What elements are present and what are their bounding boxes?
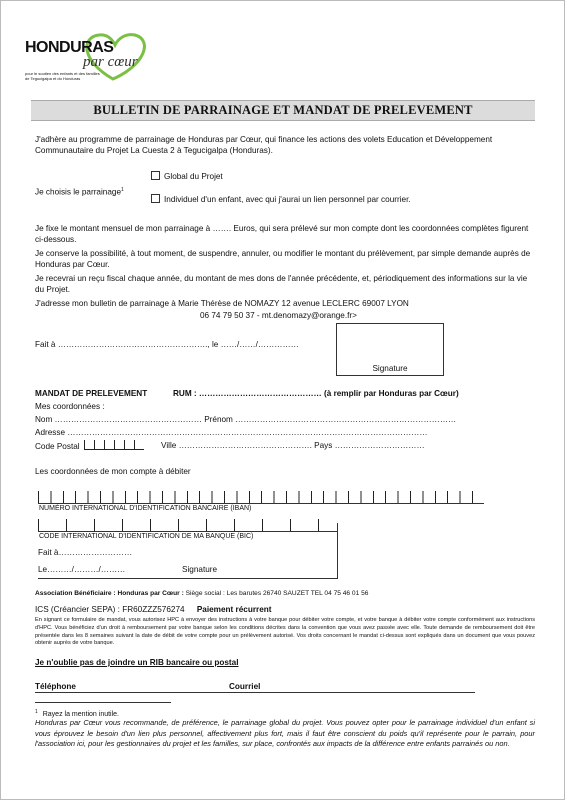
mandat-date-field[interactable]: Le………/………/……… (38, 565, 126, 574)
footnote-note: Honduras par Cœur vous recommande, de préférence, le parrainage global du projet. Vous pouvez opter pour le parrainage individuel d'un enfant si vous éprouvez le besoin d'un lien plus personnel, affectivement plus fort, mais il faut être conscient du poids qu'il représente pour le parrain, pour l'association ici, pour les gestionnaires du projet et les familles, sur place, confrontés aux impacts de la différence entre enfants parrainés ou non. (35, 718, 535, 748)
courriel-label: Courriel (229, 682, 261, 691)
address-line: J'adresse mon bulletin de parrainage à Marie Thérèse de NOMAZY 12 avenue LECLERC 69007 LYON (35, 299, 409, 308)
contact-line: 06 74 79 50 37 - mt.denomazy@orange.fr> (200, 311, 357, 320)
signature-label: Signature (372, 364, 408, 373)
checkbox-individual[interactable] (151, 194, 160, 203)
amount-paragraph: Je fixe le montant mensuel de mon parrainage à ……. Euros, qui sera prélevé sur mon compte dont les coordonnées complètes figurent ci-dessous. (35, 224, 529, 244)
intro-paragraph: J'adhère au programme de parrainage de Honduras par Cœur, qui finance les actions des volets Education et Développement Communautaire du Projet La Cuesta 2 à Tegucigalpa (Honduras). (35, 135, 493, 155)
logo-tagline: pour le soutien des enfants et des familles de Tegucigalpa et du Honduras (25, 71, 100, 81)
account-label: Les coordonnées de mon compte à débiter (35, 467, 191, 476)
rib-reminder: Je n'oublie pas de joindre un RIB bancaire ou postal (35, 658, 239, 667)
contact-underline (35, 692, 475, 693)
suspend-paragraph: Je conserve la possibilité, à tout moment, de suspendre, annuler, ou modifier le montant du prélèvement, par simple demande auprès de Honduras par Cœur. (35, 249, 531, 269)
option-global[interactable]: Global du Projet (151, 171, 223, 182)
iban-label: NUMÉRO INTERNATIONAL D'IDENTIFICATION BANCAIRE (IBAN) (39, 505, 252, 512)
bic-label: CODE INTERNATIONAL D'IDENTIFICATION DE MA BANQUE (BIC) (39, 533, 254, 540)
signature-box[interactable] (336, 323, 444, 376)
honduras-par-coeur-logo (21, 27, 156, 89)
nom-prenom-field[interactable]: Nom ……………………………………………… Prénom ……………………………………………………………………… (35, 415, 457, 424)
title-banner (31, 100, 535, 121)
rum-field: RUM : ……………………………………… (à remplir par Honduras par Cœur) (173, 389, 459, 398)
option-individual[interactable]: Individuel d'un enfant, avec qui j'aurai un lien personnel par courrier. (151, 194, 411, 205)
page-title: BULLETIN DE PARRAINAGE ET MANDAT DE PRELEVEMENT (93, 103, 473, 117)
mandat-heading: MANDAT DE PRELEVEMENT (35, 389, 148, 398)
receipt-paragraph: Je recevrai un reçu fiscal chaque année, du montant de mes dons de l'année précédente, et, périodiquement des informations sur la vie du Projet. (35, 274, 528, 294)
bic-boxes[interactable] (38, 519, 338, 531)
beneficiary-line: Association Bénéficiaire : Honduras par Cœur : Siège social : Les barutes 26740 SAUZET TEL 04 75 46 01 56 (35, 590, 369, 597)
mandat-fait-a-field[interactable]: Fait à……………………… (38, 548, 133, 557)
bic-frame-bottom (38, 578, 338, 579)
ics-line: ICS (Créancier SEPA) : FR60ZZZ576274 Paiement récurrent (35, 605, 272, 614)
code-postal-row[interactable]: Code Postal (35, 440, 148, 452)
checkbox-global[interactable] (151, 171, 160, 180)
coords-label: Mes coordonnées : (35, 402, 105, 411)
mandat-signature-label: Signature (182, 565, 218, 574)
footnote-mark: 1 (121, 187, 124, 193)
iban-boxes[interactable] (38, 491, 484, 503)
logo-script-text: par cœur (83, 54, 138, 70)
ville-pays-field[interactable]: Ville …………………………………………. Pays …………………………… (161, 441, 425, 450)
footnote-separator (35, 702, 171, 703)
code-postal-boxes[interactable] (84, 440, 144, 450)
choice-label: Je choisis le parrainage$^1$ (35, 187, 124, 197)
bic-frame-right (337, 523, 338, 579)
logo-main-text: HONDURAS (25, 39, 114, 56)
adresse-field[interactable]: Adresse …………………………………………………………………………………………………………………… (35, 428, 428, 437)
telephone-label: Téléphone (35, 682, 76, 691)
fait-a-field[interactable]: Fait à ………………………………………………., le ……/……/…………… (35, 340, 299, 349)
footnote-line: $^1$ Rayez la mention inutile. (35, 709, 119, 719)
legal-notice: En signant ce formulaire de mandat, vous autorisez HPC à envoyer des instructions à votre banque pour débiter votre compte, et votre banque à débiter votre compte conformément aux instructions d'HPC. Vous bénéficiez d'un droit à remboursement par votre banque selon les conditions décrites dans la convention que vous avez passée avec elle. Toute demande de remboursement doit être présentée dans les 8 semaines suivant la date de débit de votre compte pour un prélèvement autorisé. Vos droits concernant le mandat ci-dessus sont expliqués dans un document que vous pouvez obtenir auprès de votre banque. (35, 617, 535, 647)
